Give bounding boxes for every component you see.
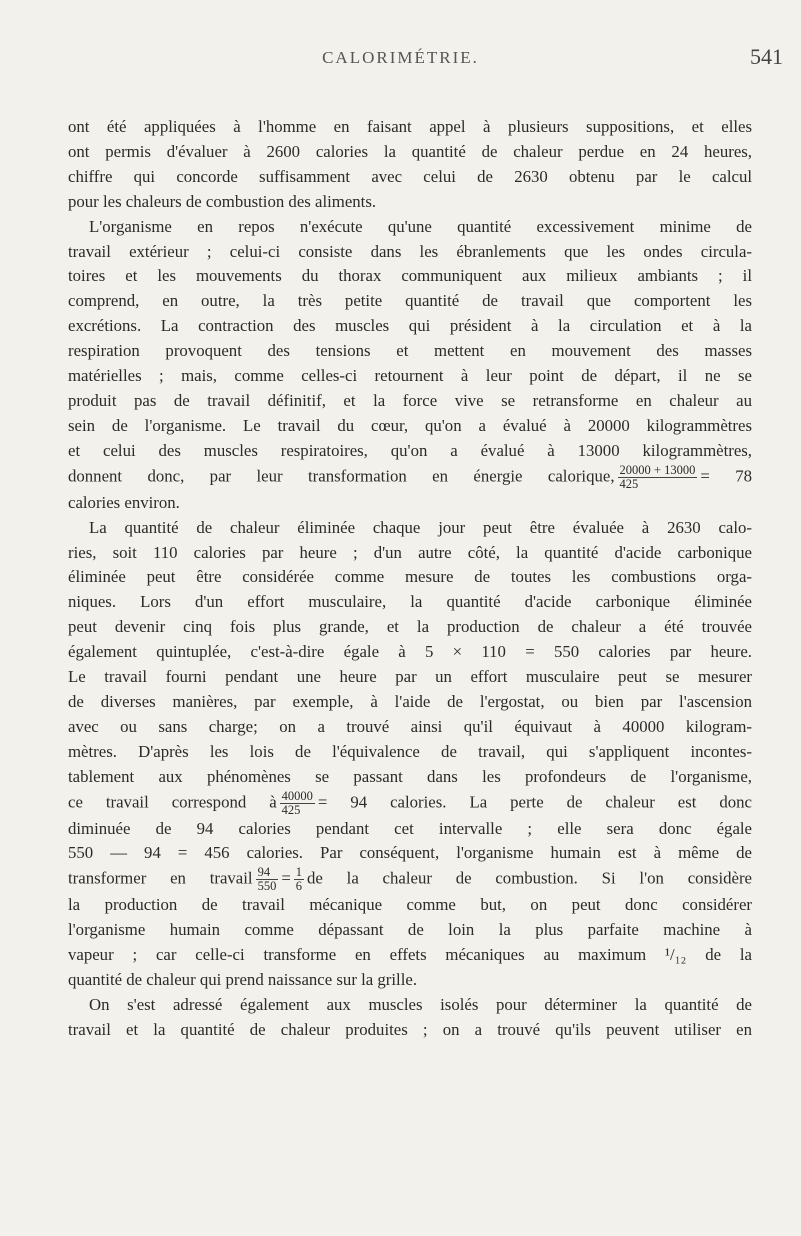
paragraph-3 xyxy=(68,516,752,993)
text-line: respiration provoquent des tensions et mettent en mouvement des masses xyxy=(68,341,752,361)
text-line-with-fraction xyxy=(68,866,752,893)
text-segment: = 78 xyxy=(700,466,752,486)
text-segment: = xyxy=(281,868,291,888)
text-line: quantité de chaleur qui prend naissance sur la grille. xyxy=(68,970,418,990)
text-line: pour les chaleurs de combustion des aliments. xyxy=(68,191,377,211)
text-line: La quantité de chaleur éliminée chaque jour peut être évaluée à 2630 calo- xyxy=(89,517,752,537)
text-segment: transformer en travail xyxy=(68,868,253,888)
paragraph-1 xyxy=(68,115,752,215)
fraction-denominator: 425 xyxy=(281,802,301,817)
text-line-with-fraction xyxy=(68,464,752,491)
text-line: vapeur ; car celle-ci transforme en effets mécaniques au maximum ¹/₁₂ de la xyxy=(68,945,752,965)
text-line: comprend, en outre, la très petite quantité de travail que comportent les xyxy=(68,291,752,311)
fraction-numerator: 94 xyxy=(256,866,279,880)
text-segment: = 94 calories. La perte de chaleur est donc xyxy=(317,791,752,811)
text-line: de diverses manières, par exemple, à l'aide de l'ergostat, ou bien par l'ascension xyxy=(68,691,752,711)
text-segment: ce travail correspond à xyxy=(68,791,277,811)
text-segment: de la chaleur de combustion. Si l'on considère xyxy=(307,868,752,888)
text-line: l'organisme humain comme dépassant de loin la plus parfaite machine à xyxy=(68,920,752,940)
text-line: matérielles ; mais, comme celles-ci retournent à leur point de départ, il ne se xyxy=(68,366,752,386)
fraction xyxy=(618,464,698,491)
page-number: 541 xyxy=(750,44,783,69)
text-line: peut devenir cinq fois plus grande, et la production de chaleur a été trouvée xyxy=(68,617,752,637)
text-segment: donnent donc, par leur transformation en énergie calorique, xyxy=(68,466,615,486)
text-line: niques. Lors d'un effort musculaire, la quantité d'acide carbonique éliminée xyxy=(68,592,752,612)
fraction-denominator: 6 xyxy=(295,879,303,894)
text-line: toires et les mouvements du thorax communiquent aux milieux ambiants ; il xyxy=(68,266,752,286)
text-line: travail et la quantité de chaleur produites ; on a trouvé qu'ils peuvent utiliser en xyxy=(68,1019,752,1039)
text-line: diminuée de 94 calories pendant cet intervalle ; elle sera donc égale xyxy=(68,818,752,838)
text-line: mètres. D'après les lois de l'équivalence de travail, qui s'appliquent incontes- xyxy=(68,741,752,761)
text-line: chiffre qui concorde suffisamment avec celui de 2630 obtenu par le calcul xyxy=(68,166,752,186)
text-line: travail extérieur ; celui-ci consiste dans les ébranlements que les ondes circula- xyxy=(68,241,752,261)
fraction xyxy=(280,790,315,817)
text-line: ont été appliquées à l'homme en faisant appel à plusieurs suppositions, et elles xyxy=(68,117,752,136)
fraction xyxy=(294,866,304,893)
paragraph-4 xyxy=(68,993,752,1043)
body-text xyxy=(68,115,752,1043)
text-line: produit pas de travail définitif, et la force vive se retransforme en chaleur au xyxy=(68,390,752,410)
text-line: et celui des muscles respiratoires, qu'on a évalué à 13000 kilogrammètres, xyxy=(68,440,752,460)
text-line: ont permis d'évaluer à 2600 calories la quantité de chaleur perdue en 24 heures, xyxy=(68,141,752,161)
paragraph-2 xyxy=(68,215,752,516)
text-line: également quintuplée, c'est-à-dire égale à 5 × 110 = 550 calories par heure. xyxy=(68,642,752,662)
text-line: tablement aux phénomènes se passant dans les profondeurs de l'organisme, xyxy=(68,766,752,786)
text-line-with-fraction xyxy=(68,790,752,817)
text-line: éliminée peut être considérée comme mesure de toutes les combustions orga- xyxy=(68,567,752,587)
text-line: avec ou sans charge; on a trouvé ainsi qu'il équivaut à 40000 kilogram- xyxy=(68,716,752,736)
fraction-numerator: 40000 xyxy=(281,788,313,803)
running-title: CALORIMÉTRIE. xyxy=(322,48,479,67)
text-line: L'organisme en repos n'exécute qu'une quantité excessivement minime de xyxy=(89,216,752,236)
fraction-denominator: 425 xyxy=(619,476,639,491)
fraction-numerator: 1 xyxy=(295,865,303,880)
text-line: sein de l'organisme. Le travail du cœur, qu'on a évalué à 20000 kilogrammètres xyxy=(68,415,752,435)
fraction xyxy=(256,866,279,893)
fraction-numerator: 20000 + 13000 xyxy=(619,462,696,477)
text-line: 550 — 94 = 456 calories. Par conséquent, l'organisme humain est à même de xyxy=(68,843,752,863)
text-line: la production de travail mécanique comme but, on peut donc considérer xyxy=(68,895,752,915)
text-line: On s'est adressé également aux muscles isolés pour déterminer la quantité de xyxy=(89,995,752,1014)
text-line: ries, soit 110 calories par heure ; d'un autre côté, la quantité d'acide carbonique xyxy=(68,542,752,562)
text-line: Le travail fourni pendant une heure par un effort musculaire peut se mesurer xyxy=(68,667,752,687)
text-line: calories environ. xyxy=(68,492,180,512)
fraction-denominator: 550 xyxy=(257,879,277,894)
text-line: excrétions. La contraction des muscles qui président à la circulation et à la xyxy=(68,316,752,336)
